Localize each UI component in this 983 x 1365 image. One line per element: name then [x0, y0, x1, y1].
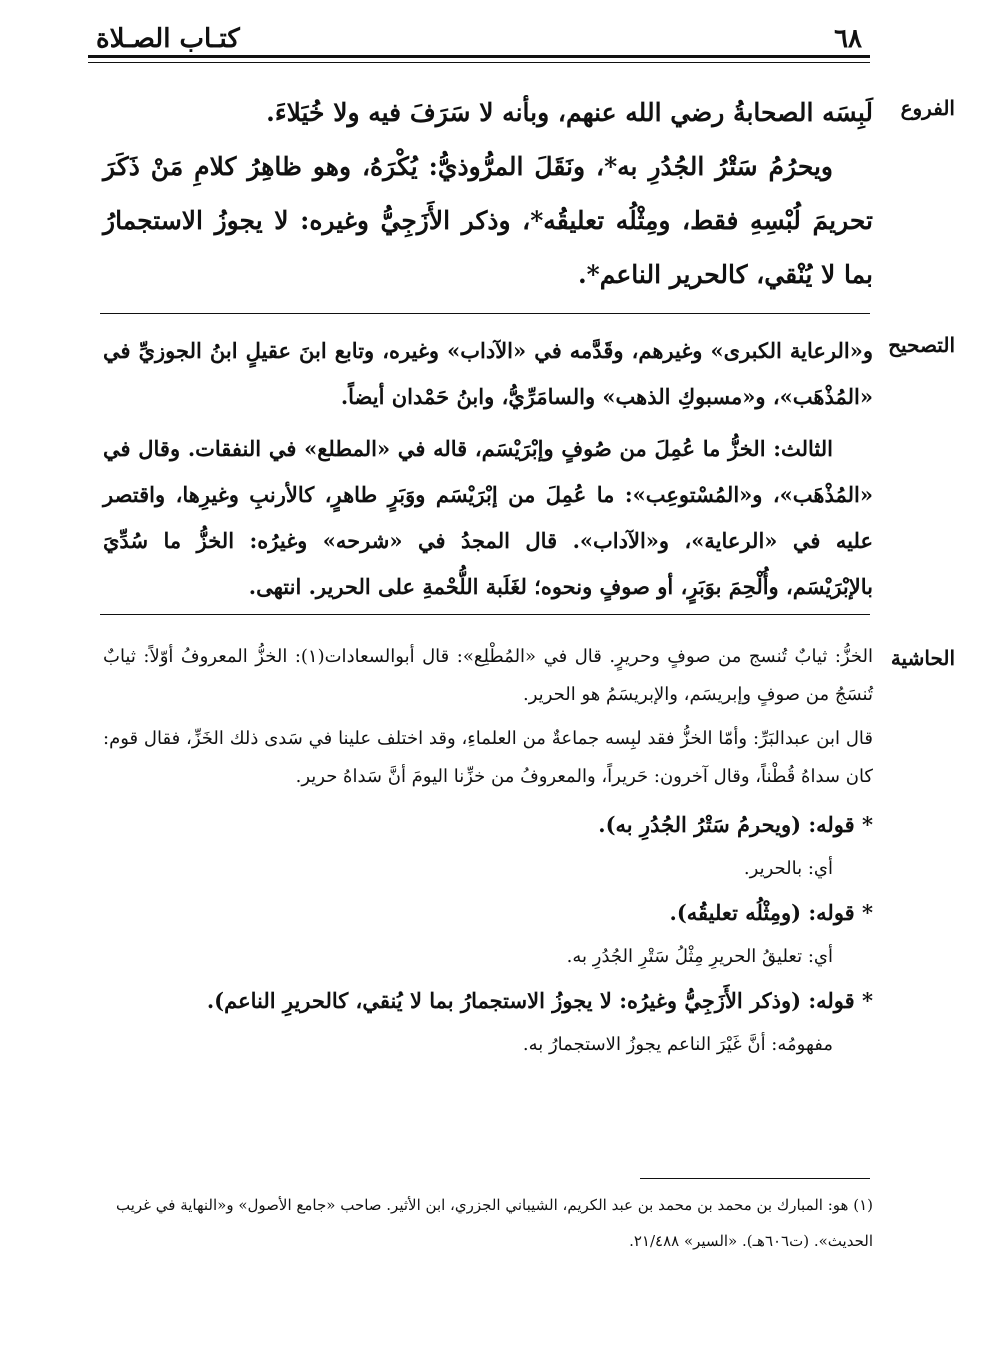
book-title: كتـاب الصـلاة — [96, 24, 240, 54]
footnote-rule — [640, 1178, 870, 1179]
hashiya-block: الخزُّ: ثيابٌ تُنسج من صوفٍ وحريرٍ. قال في «المُطْلِع»: قال أبوالسعادات(١): الخزُّ المعروفُ أوّلاً: ثيابٌ تُنسَجُ من صوفٍ وإبريسَم، والإبريسَمُ هو الحرير. — [103, 646, 874, 705]
hashiya-quote: * قوله: (ويحرمُ سَتْرُ الجُدُرِ به). — [598, 812, 873, 837]
furu-text — [103, 86, 873, 302]
furu-paragraph: ويحرُمُ سَتْرُ الجُدُرِ به*، ونَقَلَ المرُّوذيُّ: يُكْرَهُ، وهو ظاهِرُ كلامِ مَنْ ذَكَرَ تحريمَ لُبْسِهِ فقط، ومِثْلُه تعليقُه*، وذكر الأَزَجِيُّ وغيره: لا يجوزُ الاستجمارُ بما لا يُنْقي، كالحرير الناعم*. — [103, 152, 873, 289]
tashih-text — [103, 328, 873, 610]
hashiya-comment: مفهومُه: أنَّ غَيْرَ الناعم يجوزُ الاستجمارُ به. — [522, 1034, 833, 1055]
section-divider — [100, 614, 870, 615]
header-rule-thin — [88, 62, 870, 63]
section-divider — [100, 313, 870, 314]
hashiya-comment: أي: تعليقُ الحريرِ مِثْلُ سَتْرِ الجُدُرِ به. — [566, 946, 833, 967]
page-number: ٦٨ — [834, 24, 862, 54]
furu-paragraph: لَبِسَه الصحابةُ رضي الله عنهم، وبأنه لا سَرَفَ فيه ولا خُيَلاءَ. — [266, 98, 873, 127]
footnotes — [103, 1187, 873, 1259]
hashiya-block: قال ابن عبدالبَرِّ: وأمّا الخزُّ فقد لبِسه جماعةٌ من العلماءِ، وقد اختلف علينا في سَدى ذلك الخَزِّ، فقال قوم: كان سداهُ قُطْناً، وقال آخرون: حَريراً، والمعروفُ من خزِّنا اليومَ أنَّ سَداهُ حرير. — [103, 728, 873, 787]
hashiya-text — [103, 638, 873, 1064]
footnote: (١) هو: المبارك بن محمد بن محمد بن عبد الكريم، الشيباني الجزري، ابن الأثير. صاحب «جامع الأصول» و«النهاية في غريب الحديث». (ت٦٠٦هـ). «السير» ٢١/٤٨٨. — [115, 1196, 873, 1250]
header-rule-thick — [88, 55, 870, 58]
tashih-paragraph: الثالث: الخزُّ ما عُمِلَ من صُوفٍ وإبْرَيْسَم، قاله في «المطلع» في النفقات. وقال في «المُذْهَب»، و«المُسْتوعِب»: ما عُمِلَ من إبْرَيْسَم ووَبَرٍ طاهرٍ، كالأرنبِ وغيرِها، واقتصر عليه في «الرعاية»، و«الآداب». قال المجدُ في «شرحه» وغيرُه: الخزُّ ما سُدِّيَ بالإبْرَيْسَم، وأُلْحِمَ بوَبَرٍ، أو صوفٍ ونحوه؛ لغَلَبة اللُّحْمةِ على الحرير. انتهى. — [103, 436, 873, 599]
hashiya-quote: * قوله: (وذكر الأَزَجِيُّ وغيرُه: لا يجوزُ الاستجمارُ بما لا يُنقي، كالحريرِ الناعم). — [206, 988, 873, 1013]
hashiya-comment: أي: بالحرير. — [743, 858, 833, 879]
page-header — [88, 20, 870, 60]
furu-label: الفروع — [900, 96, 955, 120]
hashiya-quote: * قوله: (ومِثْلُه تعليقُه). — [669, 900, 873, 925]
tashih-label: التصحيح — [888, 333, 955, 357]
hashiya-label: الحاشية — [890, 646, 955, 670]
tashih-paragraph: و«الرعاية الكبرى» وغيرهم، وقَدَّمه في «الآداب» وغيره، وتابع ابنَ عقيلٍ ابنُ الجوزيِّ في «المُذْهَب»، و«مسبوكِ الذهب» والسامَرِّيُّ، وابنُ حَمْدان أيضاً. — [103, 338, 873, 409]
